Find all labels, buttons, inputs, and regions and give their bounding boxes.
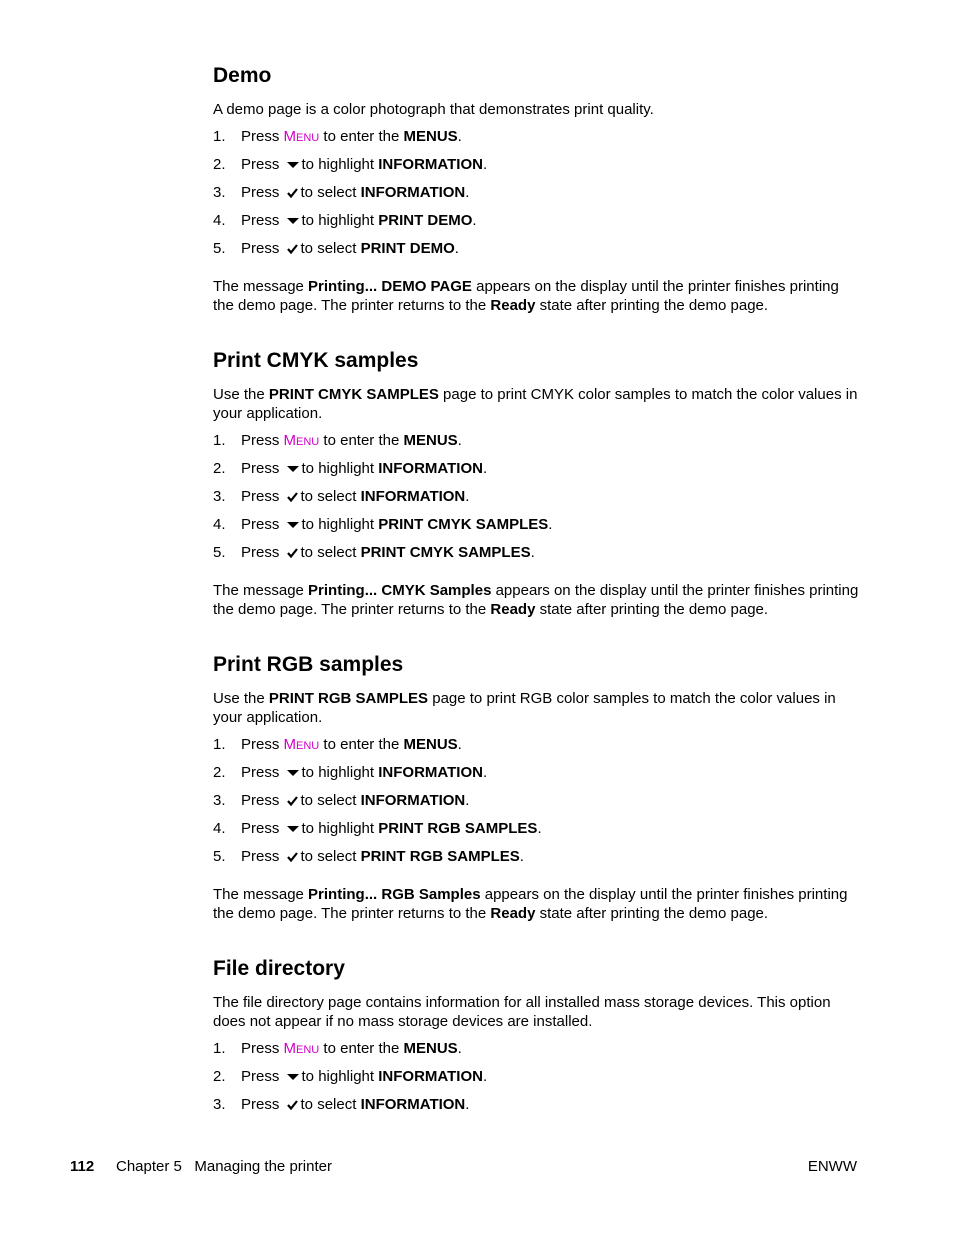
menu-key-first: M [283, 432, 297, 449]
step-end: . [457, 736, 462, 753]
step-press-word: Press [241, 432, 280, 449]
step-number: 2. [213, 1068, 226, 1085]
step-action: to enter the [323, 128, 400, 145]
text-run: A demo page is a color photograph that demonstrates print quality. [213, 101, 654, 118]
step-action: to select [300, 544, 357, 561]
text-run: The message [213, 582, 309, 599]
step-list [213, 128, 863, 268]
section-heading: Demo [213, 64, 272, 87]
text-run: page to print RGB color samples to match the color values in your application. [213, 690, 836, 726]
step-end: . [482, 764, 488, 781]
down-arrow-icon [287, 825, 299, 833]
step-number: 2. [213, 460, 226, 477]
section-intro [213, 385, 863, 423]
down-arrow-icon [287, 465, 299, 473]
menu-key-first: M [283, 736, 297, 753]
step-target: PRINT DEMO [378, 212, 473, 229]
step-item [213, 516, 863, 544]
step-target: MENUS [403, 128, 458, 145]
menu-key-first: M [283, 128, 297, 145]
step-end: . [482, 460, 488, 477]
step-number: 3. [213, 792, 226, 809]
checkmark-icon [287, 244, 298, 254]
step-list [213, 432, 863, 572]
step-target: INFORMATION [378, 764, 483, 781]
menu-key-label [284, 128, 320, 145]
step-action: to highlight [301, 460, 375, 477]
bold-term: PRINT RGB SAMPLES [268, 690, 429, 707]
step-item [213, 792, 863, 820]
step-press-word: Press [241, 1096, 280, 1113]
chapter-title: Chapter 5 Managing the printer [116, 1158, 332, 1175]
down-arrow-icon [287, 769, 299, 777]
step-item [213, 1068, 863, 1096]
text-run: appears on the display until the printer finishes printing the demo page. The printer returns to the [213, 886, 848, 922]
text-run: The message [213, 278, 309, 295]
step-target: PRINT CMYK SAMPLES [360, 544, 531, 561]
bold-term: Ready [490, 905, 536, 922]
section-intro [213, 100, 863, 119]
step-target: MENUS [403, 736, 458, 753]
step-target: PRINT DEMO [360, 240, 455, 257]
section-2 [213, 651, 863, 923]
text-run: page to print CMYK color samples to match the color values in your application. [213, 386, 858, 422]
step-item [213, 736, 863, 764]
step-end: . [472, 212, 477, 229]
step-item [213, 128, 863, 156]
step-end: . [482, 1068, 488, 1085]
menu-key-rest: ENU [296, 1044, 320, 1056]
step-press-word: Press [241, 156, 280, 173]
step-end: . [482, 156, 488, 173]
step-item [213, 460, 863, 488]
step-target: INFORMATION [378, 1068, 483, 1085]
step-item [213, 764, 863, 792]
status-message [213, 277, 863, 315]
step-press-word: Press [241, 212, 280, 229]
step-number: 2. [213, 156, 226, 173]
menu-key-rest: ENU [296, 132, 320, 144]
page-content [213, 62, 863, 1156]
step-end: . [519, 848, 524, 865]
step-action: to enter the [323, 736, 400, 753]
checkmark-icon [287, 852, 298, 862]
bold-term: Ready [490, 601, 536, 618]
step-number: 1. [213, 736, 226, 753]
step-target: MENUS [403, 1040, 458, 1057]
bold-term: Printing... RGB Samples [308, 886, 481, 903]
step-press-word: Press [241, 1068, 280, 1085]
step-action: to select [300, 184, 357, 201]
step-action: to highlight [301, 516, 375, 533]
step-end: . [548, 516, 553, 533]
step-number: 3. [213, 1096, 226, 1113]
step-action: to enter the [323, 432, 400, 449]
step-item [213, 1096, 863, 1124]
step-number: 4. [213, 212, 226, 229]
status-message [213, 581, 863, 619]
step-item [213, 1040, 863, 1068]
step-end: . [465, 792, 470, 809]
page-footer [70, 1158, 857, 1176]
step-number: 3. [213, 488, 226, 505]
step-end: . [537, 820, 542, 837]
step-target: PRINT RGB SAMPLES [378, 820, 538, 837]
text-run: The message [213, 886, 309, 903]
step-press-word: Press [241, 516, 280, 533]
step-number: 4. [213, 516, 226, 533]
step-end: . [457, 128, 462, 145]
step-item [213, 432, 863, 460]
text-run: Use the [213, 386, 269, 403]
menu-key-rest: ENU [296, 436, 320, 448]
bold-term: Printing... DEMO PAGE [308, 278, 472, 295]
text-run: appears on the display until the printer finishes printing the demo page. The printer returns to the [213, 582, 859, 618]
step-number: 4. [213, 820, 226, 837]
text-run: appears on the display until the printer finishes printing the demo page. The printer returns to the [213, 278, 839, 314]
section-intro [213, 689, 863, 727]
step-action: to highlight [301, 212, 375, 229]
step-action: to highlight [301, 1068, 375, 1085]
status-message [213, 885, 863, 923]
checkmark-icon [287, 796, 298, 806]
text-run: state after printing the demo page. [535, 297, 769, 314]
step-target: INFORMATION [360, 792, 466, 809]
checkmark-icon [287, 548, 298, 558]
step-number: 5. [213, 544, 226, 561]
bold-term: Ready [490, 297, 536, 314]
step-target: INFORMATION [360, 1096, 466, 1113]
step-action: to select [300, 792, 357, 809]
step-number: 5. [213, 240, 226, 257]
section-0 [213, 62, 863, 315]
step-action: to enter the [323, 1040, 400, 1057]
step-press-word: Press [241, 736, 280, 753]
section-heading: Print CMYK samples [213, 349, 419, 372]
down-arrow-icon [287, 1073, 299, 1081]
step-press-word: Press [241, 764, 280, 781]
step-press-word: Press [241, 460, 280, 477]
bold-term: PRINT CMYK SAMPLES [268, 386, 439, 403]
text-run: Use the [213, 690, 269, 707]
section-1 [213, 347, 863, 619]
step-press-word: Press [241, 848, 280, 865]
step-end: . [454, 240, 459, 257]
step-number: 1. [213, 432, 226, 449]
checkmark-icon [287, 1100, 298, 1110]
down-arrow-icon [287, 521, 299, 529]
step-press-word: Press [241, 820, 280, 837]
menu-key-label [284, 432, 320, 449]
footer-right-label: ENWW [807, 1158, 857, 1175]
step-end: . [530, 544, 535, 561]
step-press-word: Press [241, 544, 280, 561]
checkmark-icon [287, 492, 298, 502]
step-action: to select [300, 848, 357, 865]
step-list [213, 1040, 863, 1124]
step-action: to highlight [301, 820, 375, 837]
step-press-word: Press [241, 1040, 280, 1057]
checkmark-icon [287, 188, 298, 198]
bold-term: Printing... CMYK Samples [308, 582, 492, 599]
step-press-word: Press [241, 488, 280, 505]
step-target: PRINT CMYK SAMPLES [378, 516, 549, 533]
step-press-word: Press [241, 792, 280, 809]
menu-key-rest: ENU [296, 740, 320, 752]
section-intro [213, 993, 863, 1031]
menu-key-first: M [283, 1040, 297, 1057]
step-action: to select [300, 240, 357, 257]
step-item [213, 212, 863, 240]
step-item [213, 544, 863, 572]
step-item [213, 184, 863, 212]
step-end: . [465, 184, 470, 201]
step-number: 2. [213, 764, 226, 781]
step-item [213, 156, 863, 184]
step-item [213, 488, 863, 516]
step-item [213, 820, 863, 848]
section-heading: File directory [213, 957, 345, 980]
text-run: The file directory page contains information for all installed mass storage devices. This option does not appear if no mass storage devices are installed. [213, 994, 831, 1030]
step-number: 1. [213, 128, 226, 145]
step-number: 3. [213, 184, 226, 201]
step-end: . [465, 488, 470, 505]
menu-key-label [284, 1040, 320, 1057]
page-number: 112 [70, 1158, 95, 1175]
step-end: . [457, 1040, 462, 1057]
step-target: INFORMATION [378, 460, 483, 477]
down-arrow-icon [287, 161, 299, 169]
step-target: MENUS [403, 432, 458, 449]
step-item [213, 240, 863, 268]
down-arrow-icon [287, 217, 299, 225]
step-action: to highlight [301, 764, 375, 781]
step-target: INFORMATION [360, 184, 466, 201]
step-action: to select [300, 1096, 357, 1113]
step-action: to highlight [301, 156, 375, 173]
step-press-word: Press [241, 184, 280, 201]
section-3 [213, 955, 863, 1124]
step-number: 1. [213, 1040, 226, 1057]
step-end: . [457, 432, 462, 449]
step-press-word: Press [241, 128, 280, 145]
step-target: INFORMATION [378, 156, 483, 173]
step-item [213, 848, 863, 876]
menu-key-label [284, 736, 320, 753]
step-press-word: Press [241, 240, 280, 257]
step-target: PRINT RGB SAMPLES [360, 848, 520, 865]
text-run: state after printing the demo page. [535, 905, 769, 922]
step-target: INFORMATION [360, 488, 466, 505]
step-end: . [465, 1096, 470, 1113]
step-list [213, 736, 863, 876]
section-heading: Print RGB samples [213, 653, 404, 676]
text-run: state after printing the demo page. [535, 601, 769, 618]
step-action: to select [300, 488, 357, 505]
step-number: 5. [213, 848, 226, 865]
